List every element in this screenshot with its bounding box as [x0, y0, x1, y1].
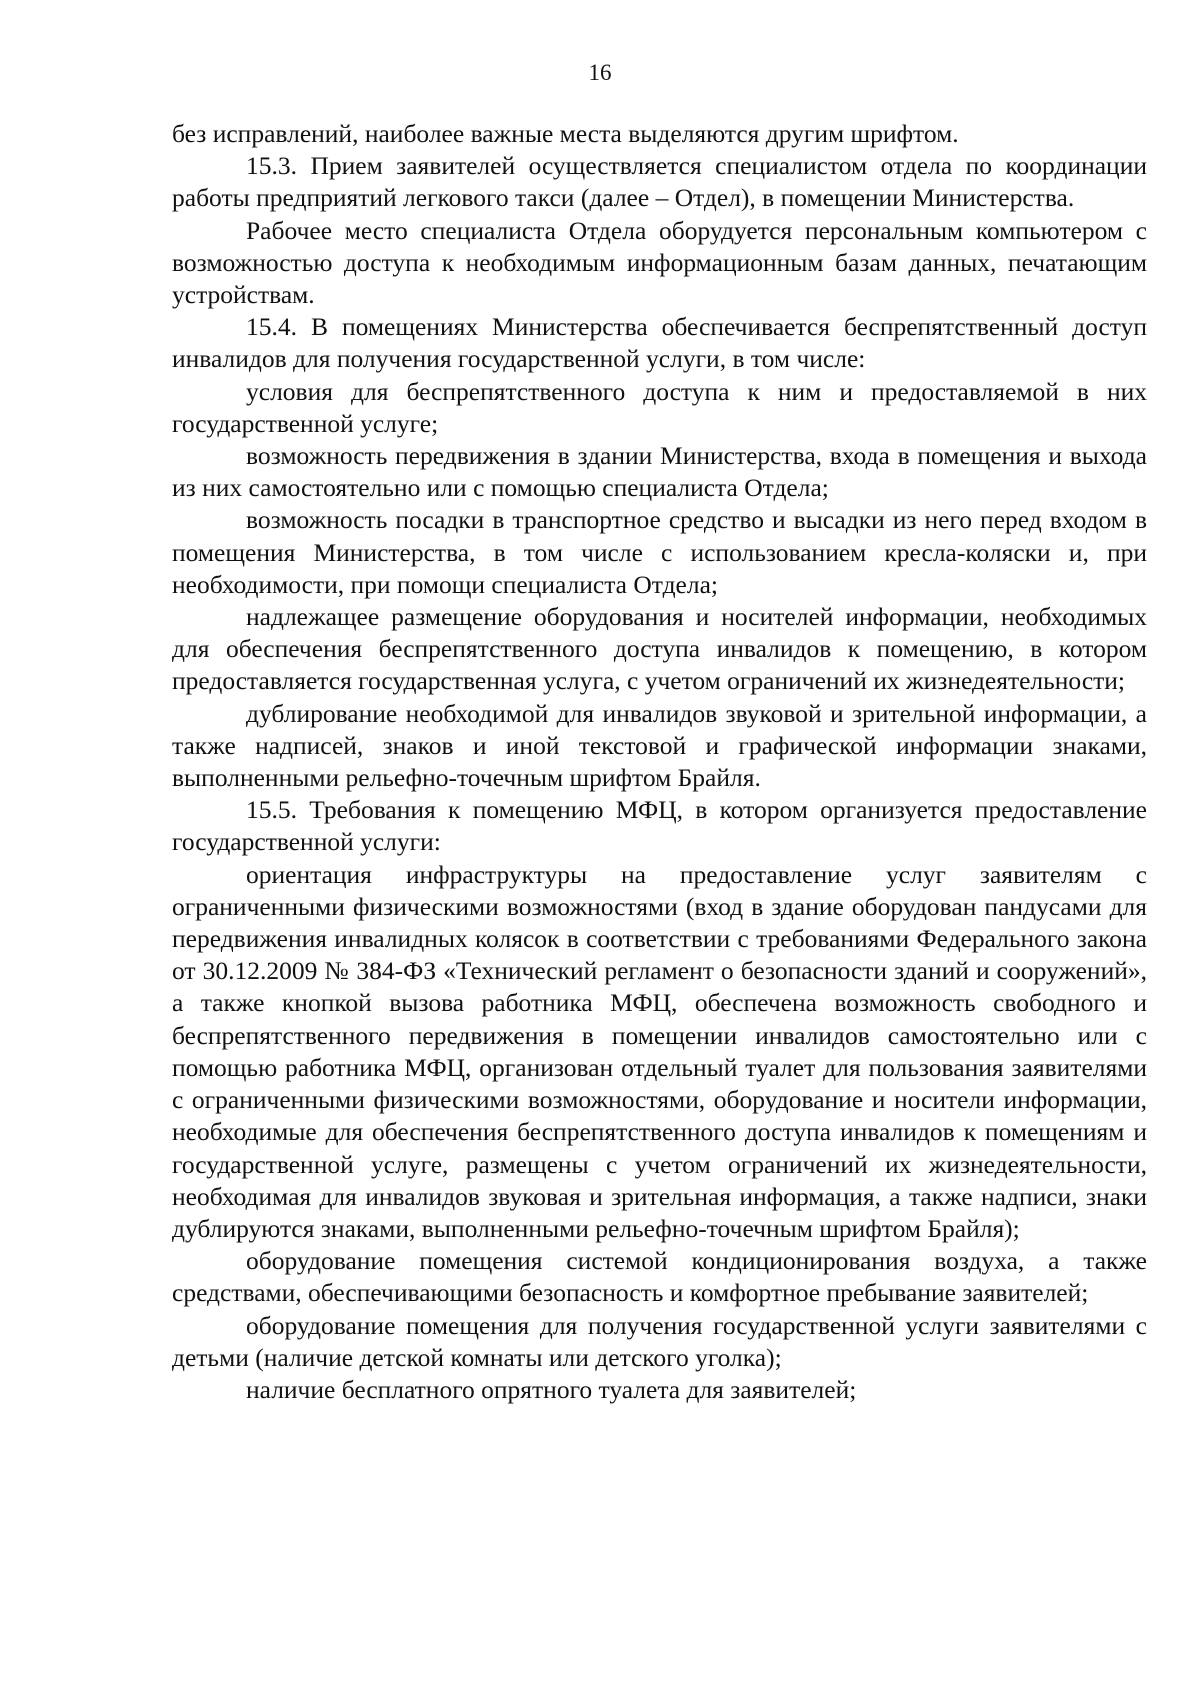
- page-number: 16: [588, 60, 612, 85]
- paragraph-transport: возможность посадки в транспортное средство и высадки из него перед входом в помещения Министерства, в том числе с использованием кресла-коляски и, при необходимости, при помощи специалиста Отдела;: [172, 505, 1147, 599]
- paragraph-workplace: Рабочее место специалиста Отдела оборудуется персональным компьютером с возможностью доступа к необходимым информационным базам данных, печатающим устройствам.: [172, 215, 1147, 310]
- paragraph-15-4: 15.4. В помещениях Министерства обеспечивается беспрепятственный доступ инвалидов для получения государственной услуги, в том числе:: [172, 312, 1147, 374]
- paragraph-movement: возможность передвижения в здании Министерства, входа в помещения и выхода из них самостоятельно или с помощью специалиста Отдела;: [172, 441, 1147, 503]
- paragraph-duplication: дублирование необходимой для инвалидов звуковой и зрительной информации, а также надписей, знаков и иной текстовой и графической информации знаками, выполненными рельефно-точечным шрифтом Брайля.: [172, 698, 1147, 793]
- paragraph-air-conditioning: оборудование помещения системой кондиционирования воздуха, а также средствами, обеспечивающими безопасность и комфортное пребывание заявителей;: [172, 1246, 1147, 1308]
- paragraph-equipment-placement: надлежащее размещение оборудования и носителей информации, необходимых для обеспечения беспрепятственного доступа инвалидов к помещению, в котором предоставляется государственная услуга, с учетом ограничений их жизнедеятельности;: [172, 602, 1147, 696]
- paragraph-15-3: 15.3. Прием заявителей осуществляется специалистом отдела по координации работы предприятий легкового такси (далее – Отдел), в помещении Министерства.: [172, 151, 1147, 213]
- paragraph-continuation: без исправлений, наиболее важные места выделяются другим шрифтом.: [172, 119, 959, 148]
- paragraph-15-5: 15.5. Требования к помещению МФЦ, в котором организуется предоставление государственной услуги:: [172, 795, 1147, 857]
- paragraph-access-conditions: условия для беспрепятственного доступа к ним и предоставляемой в них государственной услуге;: [172, 376, 1147, 438]
- paragraph-children-room: оборудование помещения для получения государственной услуги заявителями с детьми (наличие детской комнаты или детского уголка);: [172, 1310, 1147, 1372]
- paragraph-toilet: наличие бесплатного опрятного туалета для заявителей;: [246, 1374, 857, 1404]
- document-body: [172, 118, 1147, 1406]
- paragraph-infrastructure: ориентация инфраструктуры на предоставление услуг заявителям с ограниченными физическими возможностями (вход в здание оборудован пандусами для передвижения инвалидных колясок в соответствии с требованиями Федерального закона от 30.12.2009 № 384-ФЗ «Технический регламент о безопасности зданий и сооружений», а также кнопкой вызова работника МФЦ, обеспечена возможность свободного и беспрепятственного передвижения в помещении инвалидов самостоятельно или с помощью работника МФЦ, организован отдельный туалет для пользования заявителями с ограниченными физическими возможностями, оборудование и носители информации, необходимые для обеспечения беспрепятственного доступа инвалидов к помещениям и государственной услуге, размещены с учетом ограничений их жизнедеятельности, необходимая для инвалидов звуковая и зрительная информация, а также надписи, знаки дублируются знаками, выполненными рельефно-точечным шрифтом Брайля);: [172, 859, 1147, 1243]
